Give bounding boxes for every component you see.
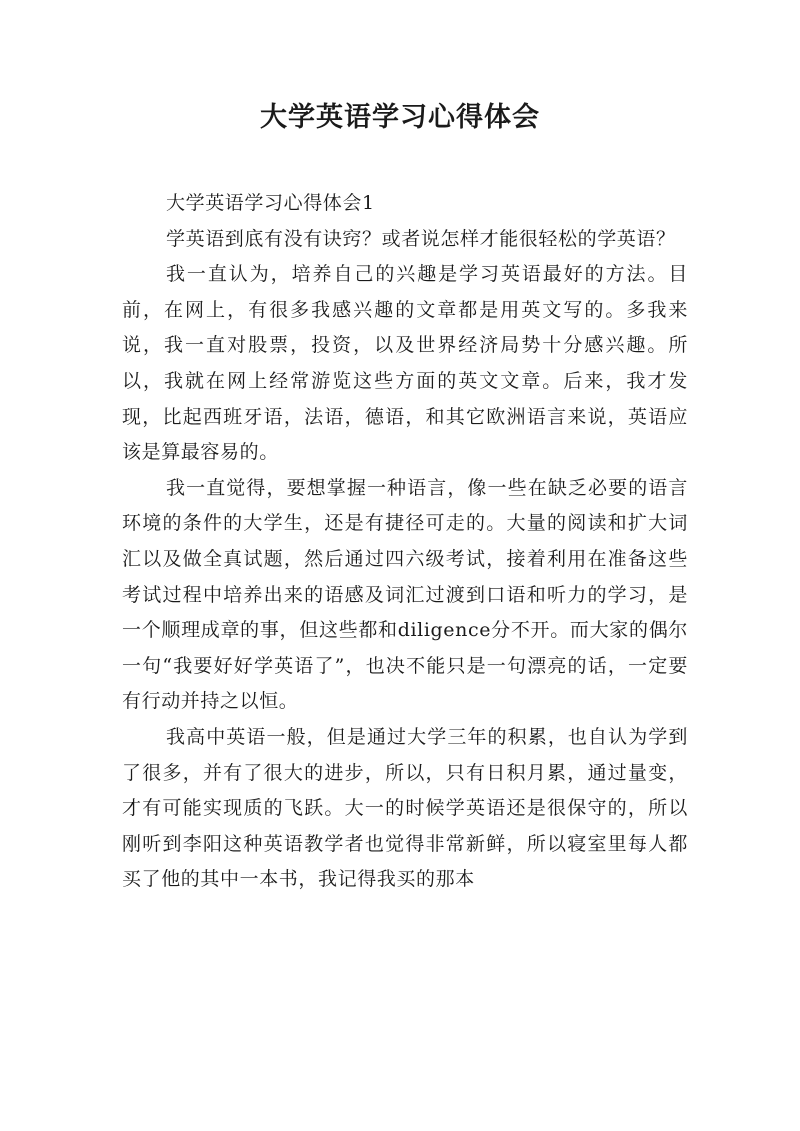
paragraph-question: 学英语到底有没有诀窍？或者说怎样才能很轻松的学英语？ [166,227,676,250]
section-heading: 大学英语学习心得体会1 [166,192,375,214]
paragraph-experience: 我高中英语一般，但是通过大学三年的积累，也自认为学到了很多，并有了很大的进步，所以，只有日积月累，通过量变，才有可能实现质的飞跃。大一的时候学英语还是很保守的，所以刚听到李阳这种英语教学者也觉得非常新鲜，所以寝室里每人都买了他的其中一本书，我记得我买的那本 [122,725,688,891]
document-body [122,186,688,898]
paragraph-interest: 我一直认为，培养自己的兴趣是学习英语最好的方法。目前，在网上，有很多我感兴趣的文章都是用英文写的。多我来说，我一直对股票，投资，以及世界经济局势十分感兴趣。所以，我就在网上经常游览这些方面的英文文章。后来，我才发现，比起西班牙语，法语，德语，和其它欧洲语言来说，英语应该是算最容易的。 [122,263,688,464]
paragraph-method: 我一直觉得，要想掌握一种语言，像一些在缺乏必要的语言环境的条件的大学生，还是有捷径可走的。大量的阅读和扩大词汇以及做全真试题，然后通过四六级考试，接着利用在准备这些考试过程中培养出来的语感及词汇过渡到口语和听力的学习，是一个顺理成章的事，但这些都和diligence分不开。而大家的偶尔一句“我要好好学英语了”，也决不能只是一句漂亮的话，一定要有行动并持之以恒。 [122,476,688,713]
document-title: 大学英语学习心得体会 [260,102,540,133]
